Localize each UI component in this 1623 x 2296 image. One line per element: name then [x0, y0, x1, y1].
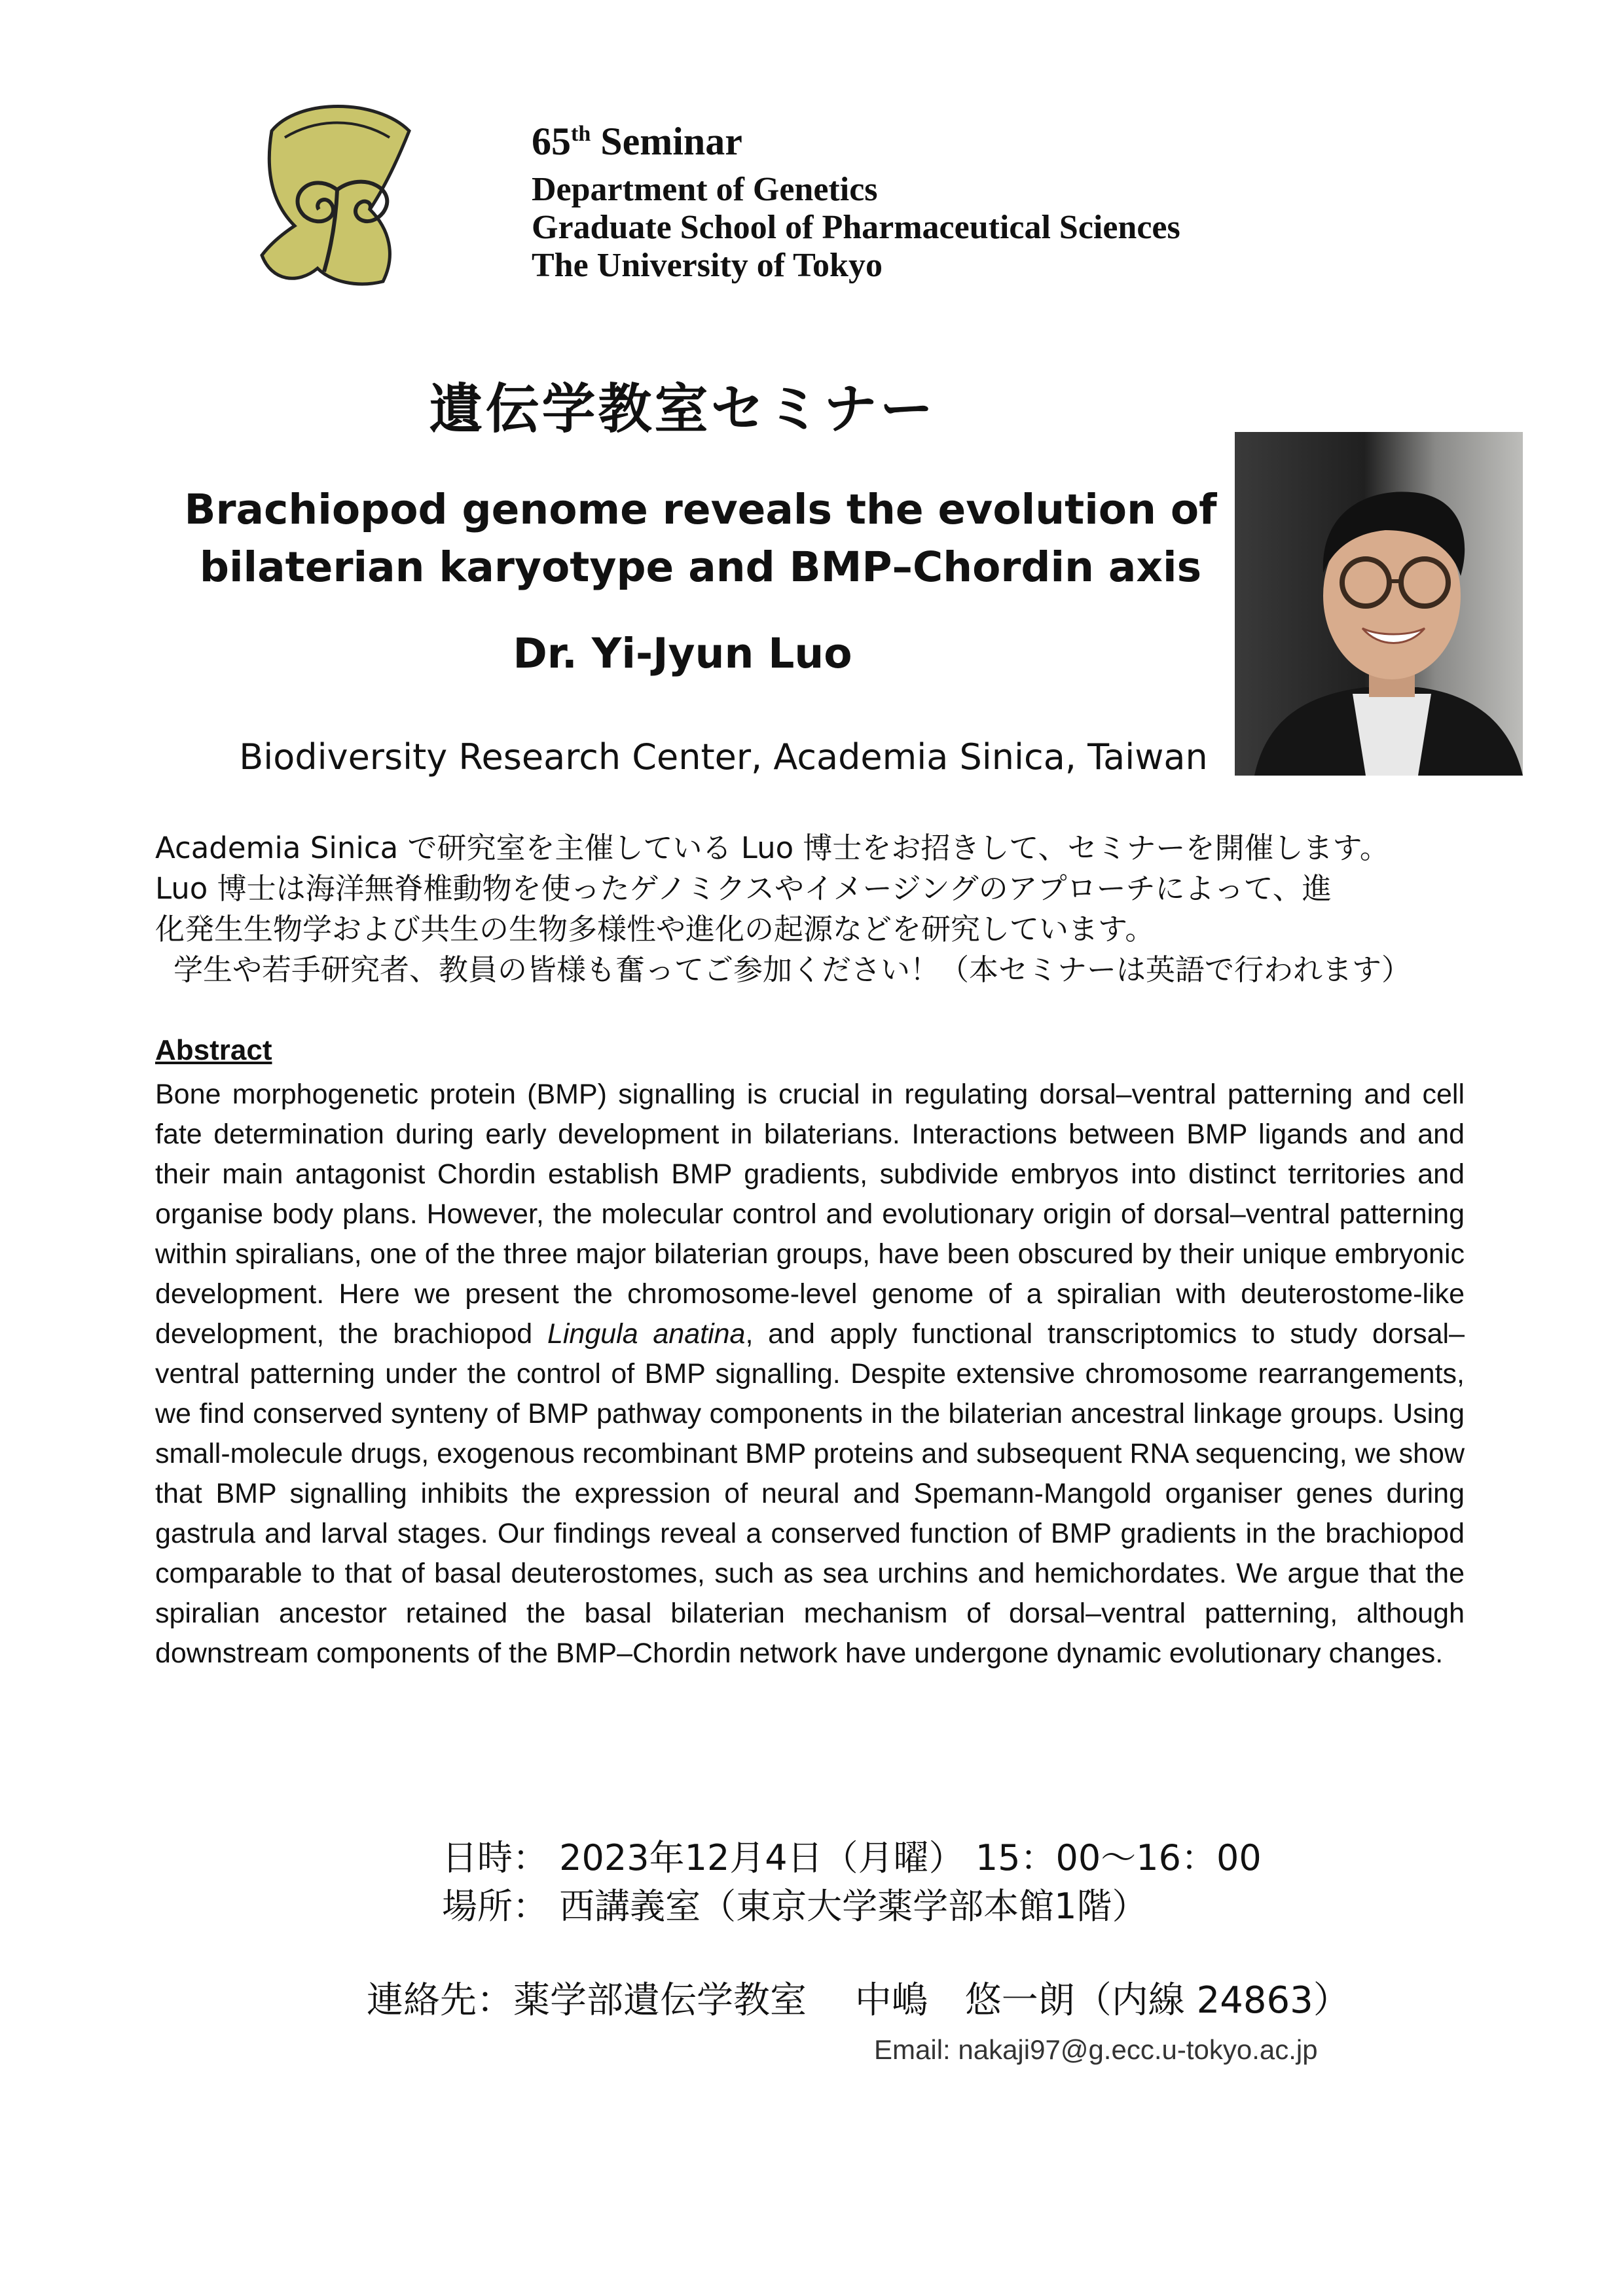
species-name: Lingula anatina	[547, 1318, 746, 1350]
university-name: The University of Tokyo	[532, 247, 883, 284]
seminar-title-jp: 遺伝学教室セミナー	[429, 378, 936, 440]
talk-title-line-1: Brachiopod genome reveals the evolution of	[184, 486, 1217, 533]
event-venue: 場所： 西講義室（東京大学薬学部本館1階）	[442, 1886, 1148, 1927]
talk-title-line-2: bilaterian karyotype and BMP–Chordin axis	[199, 543, 1202, 591]
ginkgo-leaf-icon	[259, 92, 416, 288]
speaker-affiliation: Biodiversity Research Center, Academia Sinica, Taiwan	[239, 736, 1208, 778]
intro-line: 化発生生物学および共生の生物多様性や進化の起源などを研究しています。	[155, 912, 1155, 946]
event-datetime: 日時： 2023年12月4日（月曜） 15：00～16：00	[442, 1837, 1262, 1878]
abstract-body	[155, 1075, 1465, 1674]
department-name: Department of Genetics	[532, 171, 878, 208]
contact-email[interactable]: Email: nakaji97@g.ecc.u-tokyo.ac.jp	[874, 2034, 1318, 2065]
abstract-heading: Abstract	[155, 1034, 272, 1066]
seminar-number: 65th Seminar	[532, 120, 742, 163]
abstract-text: Bone morphogenetic protein (BMP) signalling is crucial in regulating dorsal–ventral patterning and cell fate determination during early development in bilaterians. Interactions between BMP ligands and and their main antagonist Chordin establish BMP gradients, subdivide embryos into distinct territories and organise body plans. However, the molecular control and evolutionary origin of dorsal–ventral patterning within spiralians, one of the three major bilaterian groups, have been obscured by their unique embryonic development. Here we present the chromosome-level genome of a spiralian with deuterostome-like development, the brachiopod	[155, 1079, 1465, 1350]
school-name: Graduate School of Pharmaceutical Sciences	[532, 209, 1180, 246]
intro-paragraph	[155, 828, 1478, 990]
intro-line: Luo 博士は海洋無脊椎動物を使ったゲノミクスやイメージングのアプローチによって、進	[155, 871, 1332, 906]
contact-info: 連絡先：薬学部遺伝学教室 中嶋 悠一朗（内線 24863）	[367, 1979, 1350, 2022]
intro-line: Academia Sinica で研究室を主催している Luo 博士をお招きして、セミナーを開催します。	[155, 831, 1389, 865]
talk-title	[118, 481, 1283, 596]
speaker-name: Dr. Yi-Jyun Luo	[513, 630, 852, 677]
abstract-text: , and apply functional transcriptomics to study dorsal–ventral patterning under the control of BMP signalling. Despite extensive chromosome rearrangements, we find conserved synteny of BMP pathway components in the bilaterian ancestral linkage groups. Using small-molecule drugs, exogenous recombinant BMP proteins and subsequent RNA sequencing, we show that BMP signalling inhibits the expression of neural and Spemann-Mangold organiser genes during gastrula and larval stages. Our findings reveal a conserved function of BMP gradients in the brachiopod comparable to that of basal deuterostomes, such as sea urchins and hemichordates. We argue that the spiralian ancestor retained the basal bilaterian mechanism of dorsal–ventral patterning, although downstream components of the BMP–Chordin network have undergone dynamic evolutionary changes.	[155, 1318, 1465, 1669]
intro-line: 学生や若手研究者、教員の皆様も奮ってご参加ください！（本セミナーは英語で行われます）	[173, 952, 1412, 987]
